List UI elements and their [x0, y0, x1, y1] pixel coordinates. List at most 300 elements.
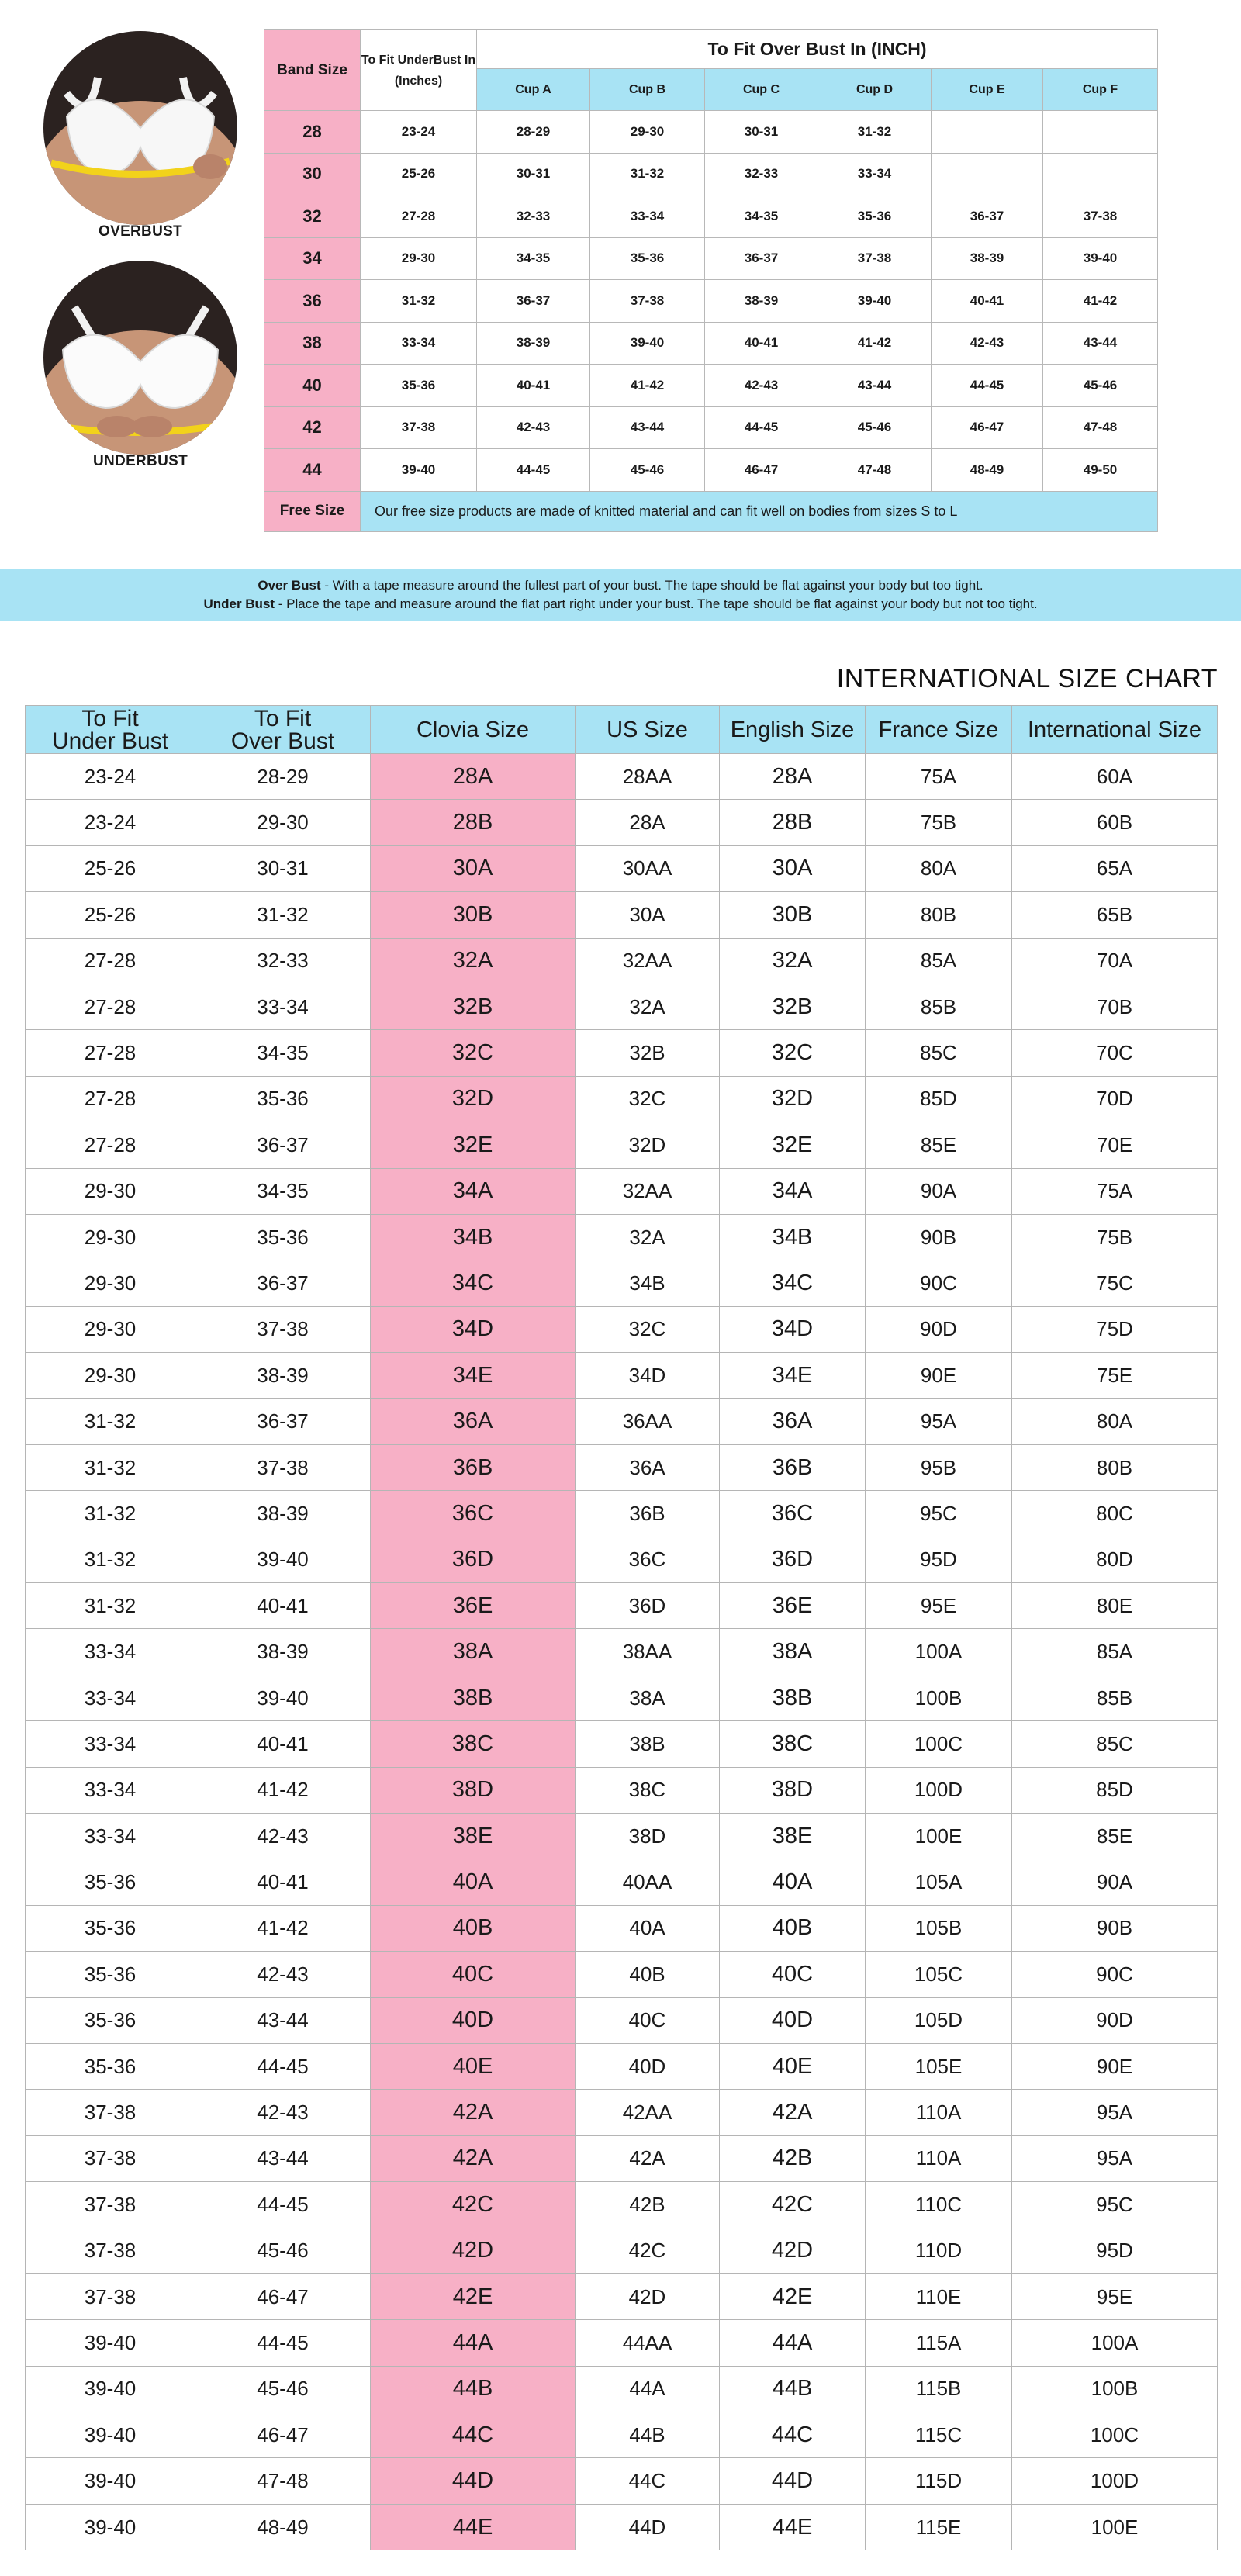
clovia-size-cell: 36B: [371, 1444, 576, 1490]
over-bust-cell: 38-39: [195, 1353, 371, 1399]
table-row: [26, 2228, 1218, 2273]
cup-cell: 40-41: [477, 365, 590, 407]
clovia-size-cell: 44A: [371, 2320, 576, 2366]
cup-cell: 41-42: [590, 365, 705, 407]
english-size-cell: 40B: [720, 1905, 866, 1951]
clovia-size-cell: 36C: [371, 1491, 576, 1537]
international-size-cell: 90C: [1012, 1952, 1218, 1997]
over-bust-cell: 28-29: [195, 754, 371, 800]
over-bust-cell: 38-39: [195, 1491, 371, 1537]
international-size-cell: 100A: [1012, 2320, 1218, 2366]
international-size-cell: 90E: [1012, 2043, 1218, 2089]
international-size-cell: 85C: [1012, 1721, 1218, 1767]
over-bust-cell: 44-45: [195, 2182, 371, 2228]
english-size-cell: 44A: [720, 2320, 866, 2366]
clovia-size-cell: 40E: [371, 2043, 576, 2089]
under-bust-cell: 27-28: [26, 938, 195, 984]
under-bust-cell: 27-28: [26, 1030, 195, 1076]
over-bust-cell: 41-42: [195, 1767, 371, 1813]
france-size-cell: 100B: [866, 1675, 1012, 1720]
international-size-cell: 90B: [1012, 1905, 1218, 1951]
france-size-cell: 100C: [866, 1721, 1012, 1767]
cup-cell: 44-45: [932, 365, 1043, 407]
cup-cell: 31-32: [818, 111, 932, 154]
under-bust-cell: 33-34: [26, 1629, 195, 1675]
international-size-cell: 90A: [1012, 1859, 1218, 1905]
france-size-cell: 95B: [866, 1444, 1012, 1490]
clovia-size-cell: 38E: [371, 1813, 576, 1859]
clovia-size-cell: 34C: [371, 1260, 576, 1306]
france-size-cell: 105A: [866, 1859, 1012, 1905]
english-size-cell: 42A: [720, 2090, 866, 2135]
english-size-cell: 34E: [720, 1353, 866, 1399]
cup-cell: 32-33: [705, 153, 818, 195]
cup-header: Cup D: [818, 69, 932, 111]
international-size-cell: 95A: [1012, 2135, 1218, 2181]
table-row: [26, 2135, 1218, 2181]
clovia-size-cell: 32D: [371, 1076, 576, 1122]
band-size-cell: 44: [264, 449, 361, 492]
table-row: [26, 1030, 1218, 1076]
france-size-cell: 110E: [866, 2273, 1012, 2319]
us-size-cell: 44C: [576, 2458, 720, 2504]
under-bust-cell: 37-38: [26, 2273, 195, 2319]
table-row: [264, 322, 1158, 365]
table-row: [26, 2366, 1218, 2412]
clovia-size-cell: 36E: [371, 1583, 576, 1629]
over-bust-cell: 36-37: [195, 1399, 371, 1444]
cup-cell: 30-31: [705, 111, 818, 154]
us-size-cell: 28A: [576, 800, 720, 845]
table-row: [264, 111, 1158, 154]
under-bust-cell: 37-38: [26, 2228, 195, 2273]
cup-header: Cup B: [590, 69, 705, 111]
english-size-cell: 44D: [720, 2458, 866, 2504]
us-size-cell: 34D: [576, 1353, 720, 1399]
france-size-cell: 85B: [866, 984, 1012, 1029]
clovia-size-cell: 34B: [371, 1214, 576, 1260]
english-size-cell: 42D: [720, 2228, 866, 2273]
english-size-cell: 34B: [720, 1214, 866, 1260]
over-bust-cell: 42-43: [195, 1813, 371, 1859]
english-size-cell: 40D: [720, 1997, 866, 2043]
france-size-cell: 90A: [866, 1168, 1012, 1214]
clovia-size-cell: 44B: [371, 2366, 576, 2412]
us-size-cell: 28AA: [576, 754, 720, 800]
international-size-cell: 85D: [1012, 1767, 1218, 1813]
international-size-cell: 75A: [1012, 1168, 1218, 1214]
under-bust-cell: 27-28: [26, 1122, 195, 1168]
table-row: [26, 2458, 1218, 2504]
table-row: [26, 1214, 1218, 1260]
us-size-cell: 40B: [576, 1952, 720, 1997]
clovia-size-cell: 42E: [371, 2273, 576, 2319]
under-bust-cell: 33-34: [26, 1675, 195, 1720]
clovia-size-cell: 42A: [371, 2135, 576, 2181]
france-size-cell: 90E: [866, 1353, 1012, 1399]
english-size-cell: 38C: [720, 1721, 866, 1767]
international-size-cell: 85B: [1012, 1675, 1218, 1720]
over-bust-cell: 35-36: [195, 1214, 371, 1260]
cup-cell: 43-44: [590, 406, 705, 449]
english-size-cell: 36B: [720, 1444, 866, 1490]
over-bust-cell: 35-36: [195, 1076, 371, 1122]
table-row: [26, 1444, 1218, 1490]
over-bust-cell: 31-32: [195, 892, 371, 938]
english-size-cell: 44C: [720, 2412, 866, 2458]
cup-header: Cup E: [932, 69, 1043, 111]
us-size-cell: 36A: [576, 1444, 720, 1490]
over-bust-cell: 47-48: [195, 2458, 371, 2504]
english-size-cell: 40A: [720, 1859, 866, 1905]
cup-cell: 37-38: [1043, 195, 1158, 238]
cup-header: Cup A: [477, 69, 590, 111]
us-size-cell: 40D: [576, 2043, 720, 2089]
cup-cell: [932, 153, 1043, 195]
band-size-cell: 38: [264, 322, 361, 365]
table-row: [26, 1721, 1218, 1767]
cup-cell: 38-39: [932, 237, 1043, 280]
us-size-cell: 42B: [576, 2182, 720, 2228]
under-bust-cell: 35-36: [26, 1997, 195, 2043]
cup-cell: 45-46: [1043, 365, 1158, 407]
clovia-size-cell: 40B: [371, 1905, 576, 1951]
france-size-cell: 95C: [866, 1491, 1012, 1537]
cup-cell: 29-30: [590, 111, 705, 154]
international-chart-title: INTERNATIONAL SIZE CHART: [836, 664, 1218, 693]
cup-cell: 34-35: [705, 195, 818, 238]
under-bust-cell: 31-32: [26, 1491, 195, 1537]
international-size-cell: 70E: [1012, 1122, 1218, 1168]
france-size-cell: 75A: [866, 754, 1012, 800]
france-size-cell: 85E: [866, 1122, 1012, 1168]
us-size-cell: 40C: [576, 1997, 720, 2043]
band-size-cell: 28: [264, 111, 361, 154]
france-size-cell: 115B: [866, 2366, 1012, 2412]
under-bust-instruction: Under Bust - Place the tape and measure around the flat part right under your bust. The tape should be flat against your body but not too tight.: [203, 596, 1038, 611]
clovia-size-cell: 42C: [371, 2182, 576, 2228]
english-size-cell: 44E: [720, 2504, 866, 2550]
english-size-cell: 30B: [720, 892, 866, 938]
english-size-cell: 36E: [720, 1583, 866, 1629]
under-bust-cell: 39-40: [26, 2366, 195, 2412]
col-us-size: US Size: [576, 706, 720, 754]
international-size-cell: 100E: [1012, 2504, 1218, 2550]
cup-cell: 40-41: [705, 322, 818, 365]
under-bust-cell: 33-34: [26, 1767, 195, 1813]
table-row: [264, 406, 1158, 449]
international-size-cell: 95C: [1012, 2182, 1218, 2228]
cup-cell: 47-48: [1043, 406, 1158, 449]
english-size-cell: 28A: [720, 754, 866, 800]
under-bust-cell: 29-30: [26, 1306, 195, 1352]
table-row: [26, 1997, 1218, 2043]
table-row: [26, 1675, 1218, 1720]
cup-cell: 45-46: [818, 406, 932, 449]
under-bust-cell: 27-28: [26, 1076, 195, 1122]
france-size-cell: 95A: [866, 1399, 1012, 1444]
english-size-cell: 38E: [720, 1813, 866, 1859]
under-bust-cell: 35-36: [26, 1952, 195, 1997]
table-row: [264, 153, 1158, 195]
over-bust-cell: 40-41: [195, 1721, 371, 1767]
international-size-cell: 95E: [1012, 2273, 1218, 2319]
underbust-cell: 33-34: [361, 322, 477, 365]
clovia-size-cell: 44D: [371, 2458, 576, 2504]
international-size-cell: 70A: [1012, 938, 1218, 984]
table-row: [26, 984, 1218, 1029]
cup-cell: 35-36: [818, 195, 932, 238]
english-size-cell: 44B: [720, 2366, 866, 2412]
cup-cell: 36-37: [705, 237, 818, 280]
clovia-size-cell: 38A: [371, 1629, 576, 1675]
under-bust-cell: 39-40: [26, 2458, 195, 2504]
table-row: [26, 1629, 1218, 1675]
us-size-cell: 32D: [576, 1122, 720, 1168]
underbust-cell: 31-32: [361, 280, 477, 323]
table-row: [264, 195, 1158, 238]
international-size-cell: 80A: [1012, 1399, 1218, 1444]
table-row: [26, 1399, 1218, 1444]
us-size-cell: 42C: [576, 2228, 720, 2273]
clovia-size-cell: 36A: [371, 1399, 576, 1444]
cup-cell: 41-42: [1043, 280, 1158, 323]
cup-cell: 42-43: [477, 406, 590, 449]
clovia-size-cell: 28B: [371, 800, 576, 845]
over-bust-cell: 36-37: [195, 1260, 371, 1306]
clovia-size-cell: 32A: [371, 938, 576, 984]
underbust-cell: 35-36: [361, 365, 477, 407]
cup-cell: 33-34: [590, 195, 705, 238]
cup-cell: 37-38: [590, 280, 705, 323]
france-size-cell: 85C: [866, 1030, 1012, 1076]
us-size-cell: 34B: [576, 1260, 720, 1306]
international-size-cell: 70C: [1012, 1030, 1218, 1076]
under-bust-cell: 31-32: [26, 1537, 195, 1582]
table-row: [26, 1905, 1218, 1951]
underbust-cell: 27-28: [361, 195, 477, 238]
international-size-cell: 60B: [1012, 800, 1218, 845]
table-row: [26, 2504, 1218, 2550]
under-bust-cell: 37-38: [26, 2090, 195, 2135]
france-size-cell: 105D: [866, 1997, 1012, 2043]
table-row: [26, 938, 1218, 984]
cup-cell: [932, 111, 1043, 154]
cup-cell: 39-40: [590, 322, 705, 365]
cup-cell: 47-48: [818, 449, 932, 492]
col-clovia-size: Clovia Size: [371, 706, 576, 754]
over-bust-cell: 34-35: [195, 1030, 371, 1076]
clovia-size-cell: 42A: [371, 2090, 576, 2135]
under-bust-cell: 27-28: [26, 984, 195, 1029]
col-international-size: International Size: [1012, 706, 1218, 754]
cup-cell: [1043, 111, 1158, 154]
international-size-cell: 85A: [1012, 1629, 1218, 1675]
us-size-cell: 32AA: [576, 938, 720, 984]
under-bust-cell: 29-30: [26, 1353, 195, 1399]
english-size-cell: 32C: [720, 1030, 866, 1076]
us-size-cell: 32B: [576, 1030, 720, 1076]
col-over-bust: To Fit Over Bust: [195, 706, 371, 754]
table-row: [264, 365, 1158, 407]
table-row: [26, 2090, 1218, 2135]
us-size-cell: 32AA: [576, 1168, 720, 1214]
clovia-size-cell: 38B: [371, 1675, 576, 1720]
band-size-cell: 32: [264, 195, 361, 238]
over-bust-cell: 39-40: [195, 1537, 371, 1582]
english-size-cell: 36C: [720, 1491, 866, 1537]
over-bust-cell: 44-45: [195, 2320, 371, 2366]
international-size-cell: 95A: [1012, 2090, 1218, 2135]
us-size-cell: 32A: [576, 1214, 720, 1260]
us-size-cell: 32C: [576, 1306, 720, 1352]
under-bust-cell: 39-40: [26, 2320, 195, 2366]
table-row: [264, 280, 1158, 323]
table-row: [26, 800, 1218, 845]
english-size-cell: 28B: [720, 800, 866, 845]
table-row: [26, 1537, 1218, 1582]
english-size-cell: 30A: [720, 845, 866, 891]
band-size-cell: 42: [264, 406, 361, 449]
us-size-cell: 42D: [576, 2273, 720, 2319]
cup-cell: 30-31: [477, 153, 590, 195]
under-bust-cell: 29-30: [26, 1214, 195, 1260]
english-size-cell: 38A: [720, 1629, 866, 1675]
france-size-cell: 110A: [866, 2135, 1012, 2181]
cup-cell: 42-43: [705, 365, 818, 407]
under-bust-cell: 35-36: [26, 1859, 195, 1905]
table-row: [264, 449, 1158, 492]
international-size-cell: 75B: [1012, 1214, 1218, 1260]
over-bust-instruction: Over Bust - With a tape measure around the fullest part of your bust. The tape should be flat against your body but too tight.: [258, 578, 983, 593]
underbust-cell: 29-30: [361, 237, 477, 280]
english-size-cell: 42C: [720, 2182, 866, 2228]
cup-cell: 41-42: [818, 322, 932, 365]
cup-cell: 28-29: [477, 111, 590, 154]
table-row: [26, 1859, 1218, 1905]
us-size-cell: 38B: [576, 1721, 720, 1767]
cup-cell: 34-35: [477, 237, 590, 280]
free-size-label: Free Size: [264, 491, 361, 531]
us-size-cell: 38C: [576, 1767, 720, 1813]
under-bust-cell: 37-38: [26, 2182, 195, 2228]
overbust-label: OVERBUST: [99, 223, 182, 240]
english-size-cell: 34D: [720, 1306, 866, 1352]
band-size-cell: 36: [264, 280, 361, 323]
overbust-photo: [43, 31, 237, 225]
clovia-size-cell: 38C: [371, 1721, 576, 1767]
us-size-cell: 36C: [576, 1537, 720, 1582]
france-size-cell: 95D: [866, 1537, 1012, 1582]
under-bust-cell: 23-24: [26, 754, 195, 800]
clovia-size-cell: 42D: [371, 2228, 576, 2273]
table-row: [26, 892, 1218, 938]
over-bust-cell: 29-30: [195, 800, 371, 845]
international-size-cell: 100B: [1012, 2366, 1218, 2412]
international-size-cell: 80E: [1012, 1583, 1218, 1629]
international-size-cell: 75D: [1012, 1306, 1218, 1352]
under-bust-cell: 31-32: [26, 1399, 195, 1444]
english-size-cell: 42E: [720, 2273, 866, 2319]
under-bust-cell: 31-32: [26, 1583, 195, 1629]
free-size-text: Our free size products are made of knitted material and can fit well on bodies from sizes S to L: [361, 491, 1158, 531]
us-size-cell: 32A: [576, 984, 720, 1029]
over-bust-cell: 45-46: [195, 2228, 371, 2273]
france-size-cell: 80B: [866, 892, 1012, 938]
english-size-cell: 34A: [720, 1168, 866, 1214]
france-size-cell: 105B: [866, 1905, 1012, 1951]
cup-cell: 33-34: [818, 153, 932, 195]
clovia-size-cell: 32C: [371, 1030, 576, 1076]
international-size-cell: 70D: [1012, 1076, 1218, 1122]
cup-header: Cup F: [1043, 69, 1158, 111]
cup-cell: 42-43: [932, 322, 1043, 365]
international-size-cell: 65A: [1012, 845, 1218, 891]
over-bust-cell: 37-38: [195, 1306, 371, 1352]
us-size-cell: 38A: [576, 1675, 720, 1720]
clovia-size-cell: 36D: [371, 1537, 576, 1582]
france-size-cell: 110C: [866, 2182, 1012, 2228]
measuring-instructions: [0, 569, 1241, 621]
clovia-size-cell: 38D: [371, 1767, 576, 1813]
over-bust-cell: 43-44: [195, 2135, 371, 2181]
under-bust-cell: 37-38: [26, 2135, 195, 2181]
band-size-table: [264, 29, 1158, 532]
underbust-cell: 23-24: [361, 111, 477, 154]
france-size-cell: 75B: [866, 800, 1012, 845]
us-size-cell: 32C: [576, 1076, 720, 1122]
us-size-cell: 38D: [576, 1813, 720, 1859]
france-size-cell: 105C: [866, 1952, 1012, 1997]
under-bust-cell: 29-30: [26, 1168, 195, 1214]
over-bust-cell: 34-35: [195, 1168, 371, 1214]
english-size-cell: 36D: [720, 1537, 866, 1582]
english-size-cell: 32E: [720, 1122, 866, 1168]
table-row: [26, 1583, 1218, 1629]
clovia-size-cell: 32B: [371, 984, 576, 1029]
cup-cell: 36-37: [932, 195, 1043, 238]
cup-header: Cup C: [705, 69, 818, 111]
us-size-cell: 44A: [576, 2366, 720, 2412]
underbust-cell: 39-40: [361, 449, 477, 492]
english-size-cell: 32A: [720, 938, 866, 984]
france-size-cell: 90B: [866, 1214, 1012, 1260]
international-size-cell: 70B: [1012, 984, 1218, 1029]
international-size-cell: 65B: [1012, 892, 1218, 938]
us-size-cell: 44D: [576, 2504, 720, 2550]
clovia-size-cell: 44E: [371, 2504, 576, 2550]
band-size-cell: 34: [264, 237, 361, 280]
over-bust-cell: 42-43: [195, 1952, 371, 1997]
band-size-header: Band Size: [264, 30, 361, 111]
table-row: [26, 1122, 1218, 1168]
over-bust-cell: 42-43: [195, 2090, 371, 2135]
table-row: [26, 754, 1218, 800]
table-row: [26, 2320, 1218, 2366]
france-size-cell: 85A: [866, 938, 1012, 984]
english-size-cell: 32D: [720, 1076, 866, 1122]
france-size-cell: 100E: [866, 1813, 1012, 1859]
international-size-cell: 80C: [1012, 1491, 1218, 1537]
international-size-cell: 90D: [1012, 1997, 1218, 2043]
english-size-cell: 32B: [720, 984, 866, 1029]
english-size-cell: 38D: [720, 1767, 866, 1813]
france-size-cell: 85D: [866, 1076, 1012, 1122]
us-size-cell: 36D: [576, 1583, 720, 1629]
table-row: [26, 845, 1218, 891]
france-size-cell: 110A: [866, 2090, 1012, 2135]
cup-cell: 35-36: [590, 237, 705, 280]
